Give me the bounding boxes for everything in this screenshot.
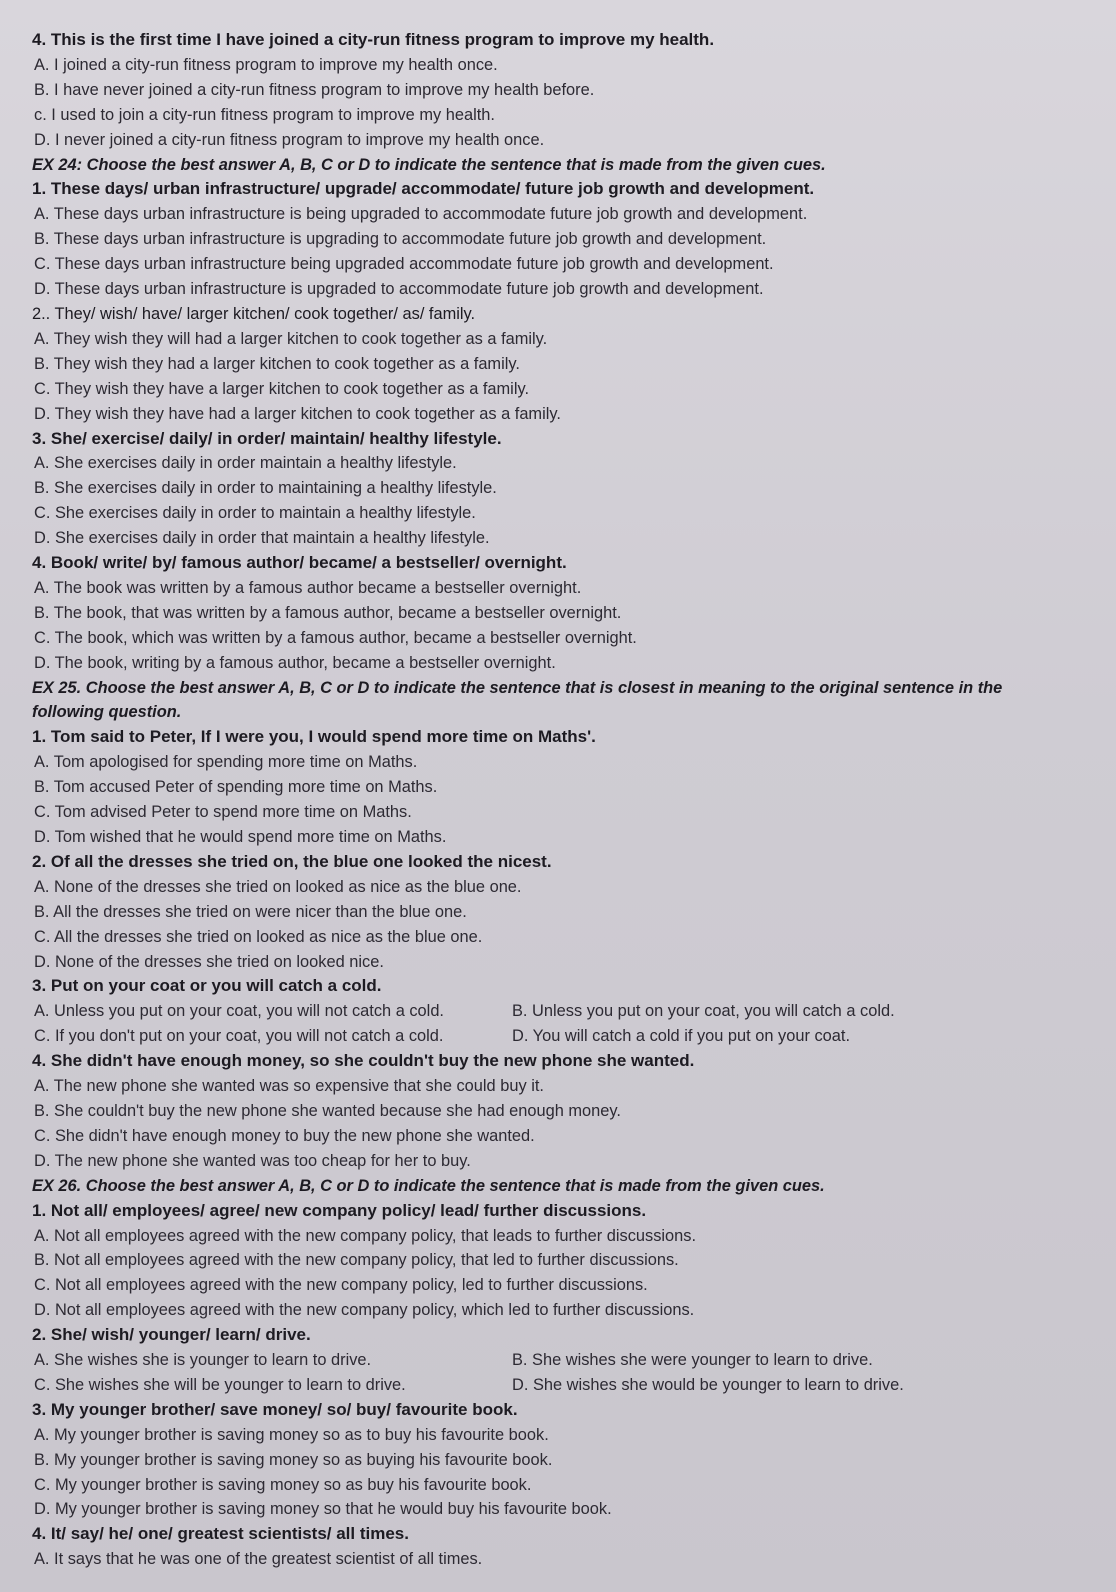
question-prompt: 3. She/ exercise/ daily/ in order/ maintain/ healthy lifestyle. <box>32 428 502 448</box>
exercise-instruction: EX 25. Choose the best answer A, B, C or D to indicate the sentence that is closest in meaning to the original sentence in the following question. <box>32 678 1003 722</box>
answer-option: A. Tom apologised for spending more time on Maths. <box>34 753 418 772</box>
answer-option: B. Tom accused Peter of spending more time on Maths. <box>34 778 438 797</box>
question-prompt: 1. Not all/ employees/ agree/ new company policy/ lead/ further discussions. <box>32 1200 647 1220</box>
answer-option: C. Tom advised Peter to spend more time on Maths. <box>34 803 412 822</box>
answer-option: D. I never joined a city-run fitness program to improve my health once. <box>34 130 545 149</box>
answer-option: B. The book, that was written by a famous author, became a bestseller overnight. <box>34 603 622 622</box>
question-prompt: 3. My younger brother/ save money/ so/ buy/ favourite book. <box>32 1399 518 1419</box>
question-prompt: 4. It/ say/ he/ one/ greatest scientists/ all times. <box>32 1524 409 1544</box>
answer-option: D. None of the dresses she tried on looked nice. <box>34 952 384 971</box>
answer-option: A. These days urban infrastructure is being upgraded to accommodate future job growth and development. <box>34 205 808 224</box>
question-prompt: 4. Book/ write/ by/ famous author/ became/ a bestseller/ overnight. <box>32 553 567 573</box>
answer-option: C. She didn't have enough money to buy the new phone she wanted. <box>34 1126 535 1145</box>
answer-option: B. Not all employees agreed with the new company policy, that led to further discussions. <box>34 1251 679 1270</box>
option-row <box>32 1348 1076 1373</box>
question-prompt: 4. She didn't have enough money, so she couldn't buy the new phone she wanted. <box>32 1051 695 1071</box>
answer-option: A. They wish they will had a larger kitchen to cook together as a family. <box>34 329 548 348</box>
answer-option: A. Not all employees agreed with the new company policy, that leads to further discussions. <box>34 1226 697 1245</box>
question-prompt: 1. Tom said to Peter, If I were you, I would spend more time on Maths'. <box>32 727 596 747</box>
answer-option: A. None of the dresses she tried on looked as nice as the blue one. <box>34 877 522 896</box>
answer-option: C. All the dresses she tried on looked as nice as the blue one. <box>34 927 483 946</box>
answer-option: C. These days urban infrastructure being upgraded accommodate future job growth and development. <box>34 255 774 274</box>
answer-option: C. If you don't put on your coat, you will not catch a cold. <box>34 1027 444 1046</box>
answer-option: D. My younger brother is saving money so that he would buy his favourite book. <box>34 1500 612 1519</box>
option-row <box>32 1373 1076 1398</box>
answer-option: B. All the dresses she tried on were nicer than the blue one. <box>34 902 467 921</box>
answer-option: D. These days urban infrastructure is upgraded to accommodate future job growth and development. <box>34 280 764 299</box>
answer-option: B. My younger brother is saving money so as buying his favourite book. <box>34 1450 553 1469</box>
answer-option: c. I used to join a city-run fitness program to improve my health. <box>34 105 495 124</box>
answer-option: A. She wishes she is younger to learn to drive. <box>34 1351 372 1370</box>
answer-option: D. You will catch a cold if you put on your coat. <box>512 1027 851 1046</box>
answer-option: C. She wishes she will be younger to learn to drive. <box>34 1375 406 1394</box>
option-row <box>32 999 1076 1024</box>
option-row <box>32 1024 1076 1049</box>
answer-option: A. I joined a city-run fitness program to improve my health once. <box>34 55 498 74</box>
answer-option: B. These days urban infrastructure is upgrading to accommodate future job growth and development. <box>34 230 767 249</box>
answer-option: D. Not all employees agreed with the new company policy, which led to further discussions. <box>34 1301 695 1320</box>
question-prompt: 2. She/ wish/ younger/ learn/ drive. <box>32 1325 311 1345</box>
answer-option: A. The new phone she wanted was so expensive that she could buy it. <box>34 1077 544 1096</box>
question-prompt: 2. Of all the dresses she tried on, the blue one looked the nicest. <box>32 851 552 871</box>
answer-option: A. My younger brother is saving money so as to buy his favourite book. <box>34 1425 549 1444</box>
answer-option: B. She exercises daily in order to maintaining a healthy lifestyle. <box>34 479 497 498</box>
answer-option: B. Unless you put on your coat, you will catch a cold. <box>512 1002 895 1021</box>
answer-option: A. It says that he was one of the greatest scientist of all times. <box>34 1550 483 1569</box>
answer-option: D. The book, writing by a famous author, became a bestseller overnight. <box>34 653 556 672</box>
answer-option: D. She exercises daily in order that maintain a healthy lifestyle. <box>34 529 490 548</box>
answer-option: D. The new phone she wanted was too cheap for her to buy. <box>34 1151 471 1170</box>
answer-option: A. Unless you put on your coat, you will not catch a cold. <box>34 1002 444 1021</box>
answer-option: C. They wish they have a larger kitchen to cook together as a family. <box>34 379 529 398</box>
answer-option: C. She exercises daily in order to maintain a healthy lifestyle. <box>34 504 476 523</box>
answer-option: C. My younger brother is saving money so as buy his favourite book. <box>34 1475 532 1494</box>
question-prompt: 2.. They/ wish/ have/ larger kitchen/ cook together/ as/ family. <box>32 304 476 323</box>
question-prompt: 4. This is the first time I have joined a city-run fitness program to improve my health. <box>32 30 715 49</box>
answer-option: B. They wish they had a larger kitchen to cook together as a family. <box>34 354 520 373</box>
question-prompt: 1. These days/ urban infrastructure/ upgrade/ accommodate/ future job growth and development. <box>32 179 815 199</box>
answer-option: D. She wishes she would be younger to learn to drive. <box>512 1375 904 1394</box>
answer-option: B. I have never joined a city-run fitness program to improve my health before. <box>34 80 595 99</box>
answer-option: C. The book, which was written by a famous author, became a bestseller overnight. <box>34 628 637 647</box>
answer-option: D. Tom wished that he would spend more time on Maths. <box>34 828 447 846</box>
answer-option: B. She couldn't buy the new phone she wanted because she had enough money. <box>34 1101 621 1120</box>
exercise-instruction: EX 24: Choose the best answer A, B, C or D to indicate the sentence that is made from the given cues. <box>32 155 826 174</box>
answer-option: C. Not all employees agreed with the new company policy, led to further discussions. <box>34 1276 648 1295</box>
answer-option: A. The book was written by a famous author became a bestseller overnight. <box>34 578 582 597</box>
exercise-instruction: EX 26. Choose the best answer A, B, C or D to indicate the sentence that is made from the given cues. <box>32 1176 825 1195</box>
question-prompt: 3. Put on your coat or you will catch a cold. <box>32 976 382 996</box>
answer-option: A. She exercises daily in order maintain a healthy lifestyle. <box>34 454 457 473</box>
answer-option: B. She wishes she were younger to learn to drive. <box>512 1351 873 1370</box>
answer-option: D. They wish they have had a larger kitchen to cook together as a family. <box>34 404 561 423</box>
